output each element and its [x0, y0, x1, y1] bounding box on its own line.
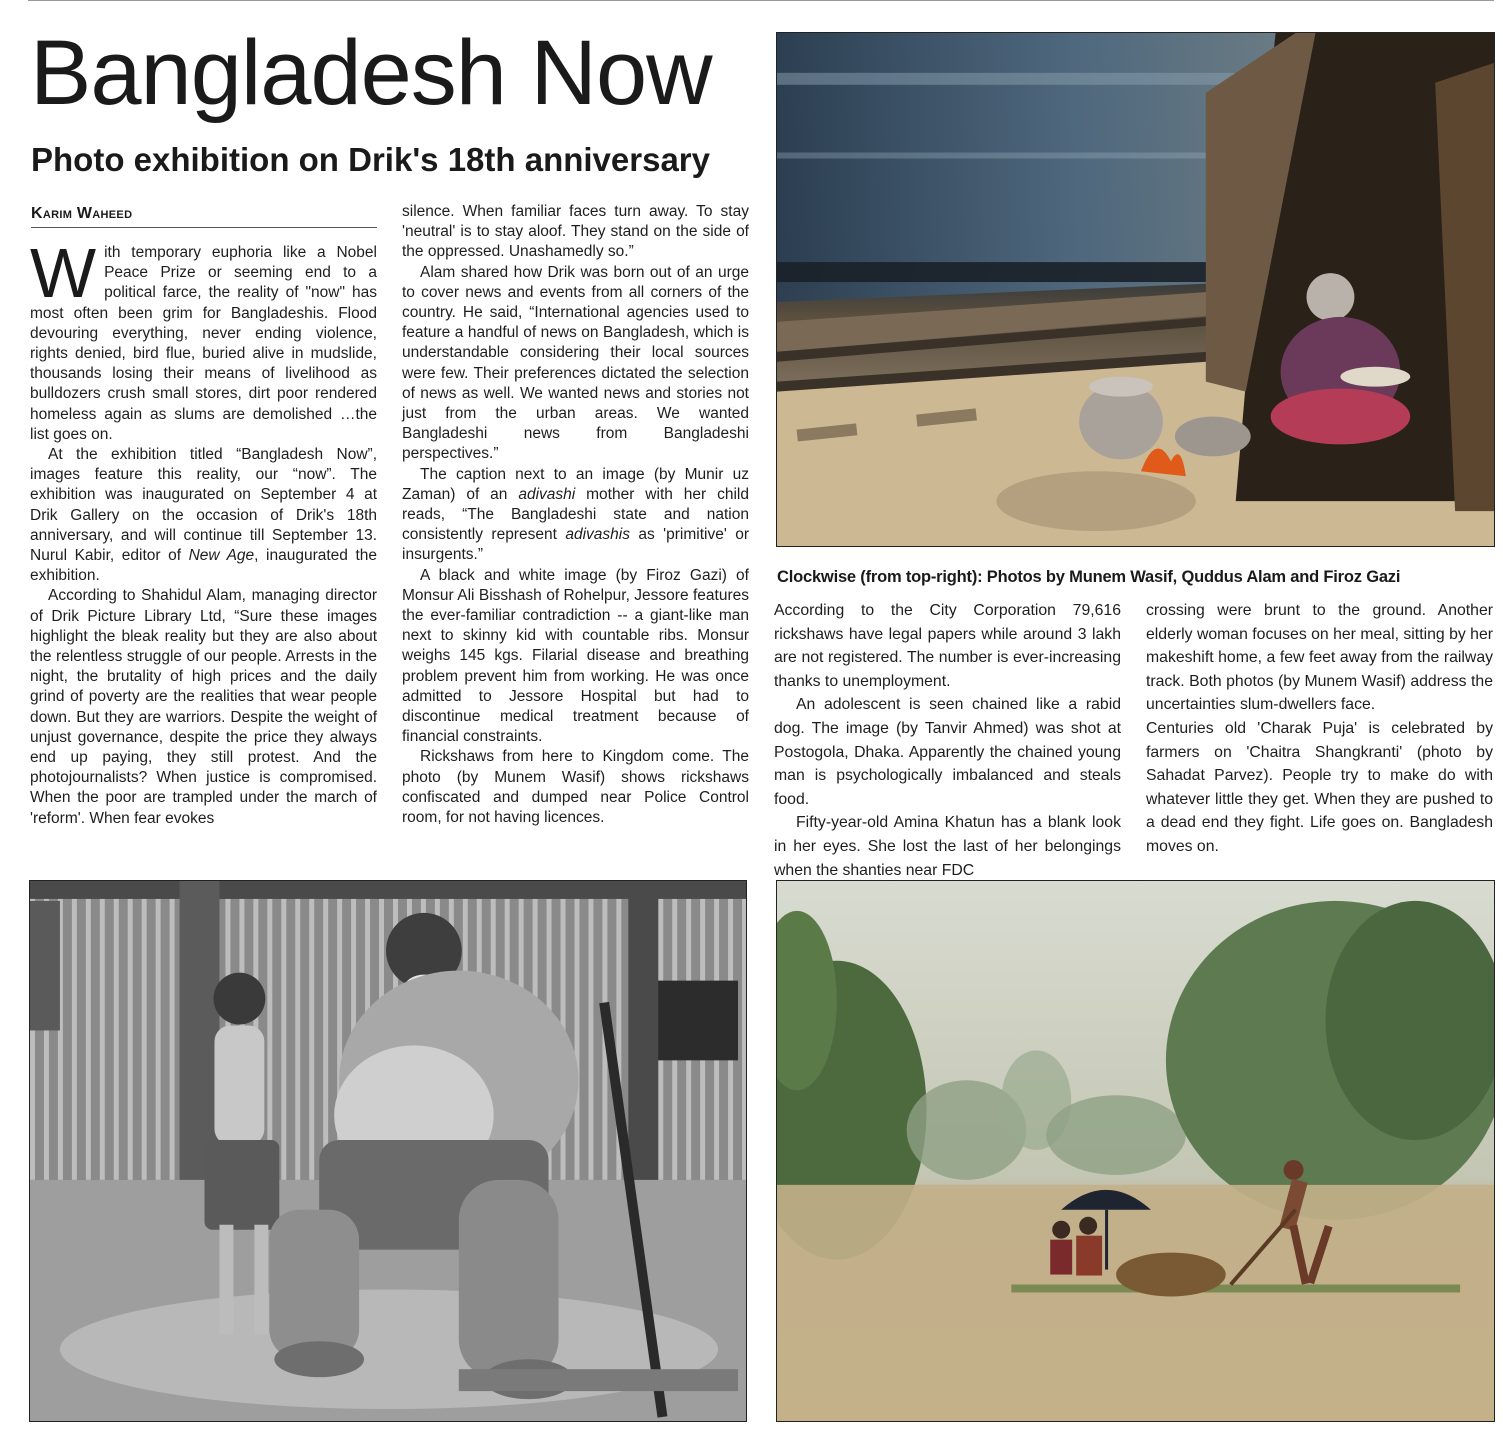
top-rule — [28, 0, 1494, 1]
article-column-1 — [30, 234, 378, 829]
paragraph: According to the City Corporation 79,616 rickshaws have legal papers while around 3 lakh are not registered. The number is ever-increasing thanks to unemployment. — [774, 602, 1121, 690]
emphasis: adivashis — [565, 526, 630, 544]
headline: Bangladesh Now — [30, 22, 712, 124]
article-column-2 — [402, 202, 749, 828]
paragraph: crossing were brunt to the ground. Another elderly woman focuses on her meal, sitting by her makeshift home, a few feet away from the railway track. Both photos (by Munem Wasif) address the uncertainties slum-dwellers face. — [1146, 602, 1493, 714]
byline-rule — [31, 227, 377, 228]
dropcap: W — [30, 234, 97, 312]
monsur-ali-image — [30, 881, 746, 1421]
paragraph — [402, 465, 749, 566]
photo-monsur-ali — [29, 880, 747, 1422]
paragraph-text: mother with her child reads, “The Bangladeshi state and nation consistently represent — [402, 485, 749, 544]
paragraph: Centuries old 'Charak Puja' is celebrated by farmers on 'Chaitra Shangkranti' (photo by Sahadat Parvez). People try to make do with whatever little they get. When they are pushed to a dead end they fight. Life goes on. Bangladesh moves on. — [1146, 719, 1493, 855]
photo-railway-slum — [776, 32, 1495, 547]
paragraph: Rickshaws from here to Kingdom come. The photo (by Munem Wasif) shows rickshaws confiscated and dumped near Police Control room, for not having licences. — [402, 748, 749, 827]
article-column-3 — [774, 599, 1121, 882]
paragraph: According to Shahidul Alam, managing director of Drik Picture Library Ltd, “Sure these images highlight the bleak reality but they are also about the relentless struggle of our people. Arrests in the night, the brutality of high prices and the daily grind of poverty are the realities that wear people down. But they are warriors. Despite the weight of unjust governance, despite the price they always end up paying, they still protest. And the photojournalists? When justice is compromised. When the poor are trampled under the march of 'reform'. When fear evokes — [30, 587, 377, 827]
paragraph: silence. When familiar faces turn away. To stay 'neutral' is to stay aloof. They stand on the side of the oppressed. Unashamedly so.” — [402, 203, 749, 261]
flood-raft-image — [777, 881, 1494, 1421]
paragraph-text: ith temporary euphoria like a Nobel Peace Prize or seeming end to a political farce, the reality of "now" has most often been grim for Bangladeshis. Flood devouring everything, never ending violence, rights denied, bird flue, buried alive in mudslide, thousands losing their means of livelihood as bulldozers crush small stores, dirt poor rendered homeless again as slums are demolished …the list goes on. — [30, 244, 377, 443]
publication-name: New Age — [188, 547, 255, 565]
article-column-4 — [1146, 599, 1493, 859]
paragraph — [30, 445, 377, 586]
paragraph: Fifty-year-old Amina Khatun has a blank look in her eyes. She lost the last of her belongings when the shanties near FDC — [774, 814, 1121, 879]
emphasis: adivashi — [518, 485, 576, 503]
paragraph: An adolescent is seen chained like a rabid dog. The image (by Tanvir Ahmed) was shot at Postogola, Dhaka. Apparently the chained young man is psychologically imbalanced and steals food. — [774, 696, 1121, 808]
photo-flood-raft — [776, 880, 1495, 1422]
paragraph-text: , inaugurated the exhibition. — [30, 547, 378, 585]
paragraph — [30, 234, 377, 445]
railway-slum-image — [777, 33, 1494, 546]
photo-caption: Clockwise (from top-right): Photos by Munem Wasif, Quddus Alam and Firoz Gazi — [777, 568, 1401, 586]
byline: Karim Waheed — [31, 205, 133, 222]
paragraph-text: as 'primitive' or insurgents.” — [402, 526, 750, 564]
paragraph-text: At the exhibition titled “Bangladesh Now”, images feature this reality, our “now”. The exhibition was inaugurated on September 4 at Drik Gallery on the occasion of Drik's 18th anniversary, and will continue till September 13. Nurul Kabir, editor of — [30, 446, 377, 565]
paragraph: Alam shared how Drik was born out of an urge to cover news and events from all corners of the country. He said, “International agencies used to feature a handful of news on Bangladesh, which is understandable considering their local sources were few. Their preferences dictated the selection of news as well. We wanted news and stories not just from the urban areas. We wanted Bangladeshi news from Bangladeshi perspectives.” — [402, 263, 749, 463]
paragraph-text: The caption next to an image (by Munir uz Zaman) of an — [402, 465, 749, 503]
subheadline: Photo exhibition on Drik's 18th anniversary — [31, 141, 710, 178]
paragraph: A black and white image (by Firoz Gazi) of Monsur Ali Bisshash of Rohelpur, Jessore features the ever-familiar contradiction -- a giant-like man next to skinny kid with countable ribs. Monsur weighs 145 kgs. Filarial disease and breathing problem prevent him from working. He was once admitted to Jessore Hospital but had to discontinue medical treatment because of financial constraints. — [402, 566, 749, 746]
